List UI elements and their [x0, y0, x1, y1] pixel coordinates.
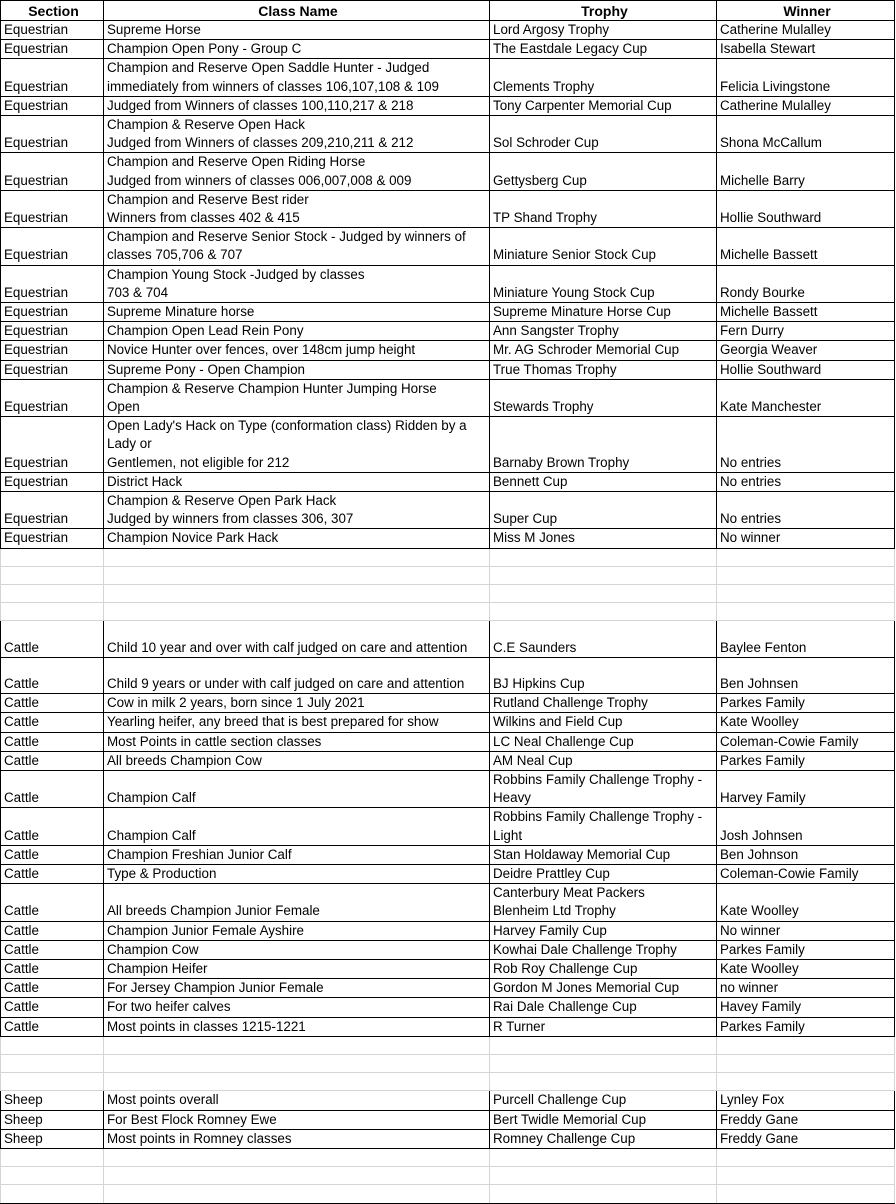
- class-name-cell[interactable]: Champion & Reserve Champion Hunter Jumping Horse Open: [104, 379, 490, 416]
- winner-cell[interactable]: Michelle Bassett: [717, 303, 895, 322]
- table-row: [1, 1017, 895, 1036]
- winner-cell[interactable]: Baylee Fenton: [717, 621, 895, 657]
- winner-cell[interactable]: Freddy Gane: [717, 1129, 895, 1148]
- winner-cell[interactable]: Shona McCallum: [717, 116, 895, 153]
- section-cell[interactable]: Equestrian: [1, 59, 104, 96]
- trophy-cell[interactable]: TP Shand Trophy: [490, 190, 717, 227]
- class-name-cell[interactable]: For Jersey Champion Junior Female: [104, 979, 490, 998]
- trophy-cell[interactable]: Miniature Senior Stock Cup: [490, 228, 717, 265]
- empty-cell[interactable]: [490, 566, 717, 584]
- section-cell[interactable]: Cattle: [1, 751, 104, 770]
- class-name-cell[interactable]: Supreme Horse: [104, 21, 490, 40]
- table-row: [1, 1129, 895, 1148]
- winner-cell[interactable]: Kate Manchester: [717, 379, 895, 416]
- empty-cell[interactable]: [490, 1036, 717, 1054]
- table-row: [1, 1110, 895, 1129]
- table-row: [1, 265, 895, 302]
- table-row: [1, 417, 895, 473]
- empty-cell[interactable]: [104, 1036, 490, 1054]
- section-cell[interactable]: Sheep: [1, 1110, 104, 1129]
- winner-cell[interactable]: No entries: [717, 417, 895, 473]
- empty-cell[interactable]: [717, 1036, 895, 1054]
- trophy-cell[interactable]: Stewards Trophy: [490, 379, 717, 416]
- empty-cell[interactable]: [1, 1055, 104, 1073]
- table-row: [1, 492, 895, 529]
- empty-cell[interactable]: [1, 585, 104, 603]
- trophy-cell[interactable]: Deidre Prattley Cup: [490, 865, 717, 884]
- empty-cell[interactable]: [1, 603, 104, 621]
- empty-cell[interactable]: [490, 1055, 717, 1073]
- section-cell[interactable]: Equestrian: [1, 96, 104, 115]
- table-row: [1, 21, 895, 40]
- class-name-cell[interactable]: Most points in classes 1215-1221: [104, 1017, 490, 1036]
- trophy-cell[interactable]: Barnaby Brown Trophy: [490, 417, 717, 473]
- table-row: [1, 96, 895, 115]
- empty-cell[interactable]: [717, 566, 895, 584]
- winner-cell[interactable]: Hollie Southward: [717, 360, 895, 379]
- class-name-cell[interactable]: Champion Freshian Junior Calf: [104, 845, 490, 864]
- class-name-cell[interactable]: Type & Production: [104, 865, 490, 884]
- class-name-cell[interactable]: Champion Heifer: [104, 960, 490, 979]
- empty-cell[interactable]: [490, 603, 717, 621]
- table-row: [1, 940, 895, 959]
- empty-row: [1, 1167, 895, 1185]
- trophy-cell[interactable]: Purcell Challenge Cup: [490, 1091, 717, 1110]
- trophy-cell[interactable]: Robbins Family Challenge Trophy - Heavy: [490, 771, 717, 808]
- trophy-cell[interactable]: Super Cup: [490, 492, 717, 529]
- class-name-cell[interactable]: Open Lady's Hack on Type (conformation class) Ridden by a Lady or Gentlemen, not eligible for 212: [104, 417, 490, 473]
- class-name-cell[interactable]: District Hack: [104, 472, 490, 491]
- empty-cell[interactable]: [490, 548, 717, 566]
- table-row: [1, 190, 895, 227]
- winner-cell[interactable]: Kate Woolley: [717, 884, 895, 921]
- winner-cell[interactable]: No entries: [717, 492, 895, 529]
- class-name-cell[interactable]: Champion & Reserve Open Park Hack Judged by winners from classes 306, 307: [104, 492, 490, 529]
- table-row: [1, 116, 895, 153]
- table-row: [1, 360, 895, 379]
- header-winner[interactable]: Winner: [717, 1, 895, 21]
- class-name-cell[interactable]: All breeds Champion Cow: [104, 751, 490, 770]
- class-name-cell[interactable]: Cow in milk 2 years, born since 1 July 2021: [104, 694, 490, 713]
- class-name-cell[interactable]: Champion & Reserve Open Hack Judged from Winners of classes 209,210,211 & 212: [104, 116, 490, 153]
- table-row: [1, 322, 895, 341]
- winner-cell[interactable]: No winner: [717, 921, 895, 940]
- empty-row: [1, 1055, 895, 1073]
- trophy-cell[interactable]: Rai Dale Challenge Cup: [490, 998, 717, 1017]
- table-row: [1, 979, 895, 998]
- winner-cell[interactable]: Kate Woolley: [717, 713, 895, 732]
- empty-cell[interactable]: [1, 1185, 104, 1203]
- section-cell[interactable]: Equestrian: [1, 529, 104, 548]
- winner-cell[interactable]: Rondy Bourke: [717, 265, 895, 302]
- trophy-cell[interactable]: Rob Roy Challenge Cup: [490, 960, 717, 979]
- winner-cell[interactable]: Parkes Family: [717, 940, 895, 959]
- empty-cell[interactable]: [104, 1055, 490, 1073]
- winner-cell[interactable]: Lynley Fox: [717, 1091, 895, 1110]
- trophy-cell[interactable]: Robbins Family Challenge Trophy - Light: [490, 808, 717, 845]
- table-row: [1, 657, 895, 693]
- section-cell[interactable]: Sheep: [1, 1129, 104, 1148]
- empty-row: [1, 603, 895, 621]
- empty-cell[interactable]: [717, 585, 895, 603]
- winner-cell[interactable]: Parkes Family: [717, 1017, 895, 1036]
- winner-cell[interactable]: Fern Durry: [717, 322, 895, 341]
- class-name-cell[interactable]: Champion and Reserve Open Riding Horse Judged from winners of classes 006,007,008 & 009: [104, 153, 490, 190]
- empty-row: [1, 1149, 895, 1167]
- section-cell[interactable]: Cattle: [1, 865, 104, 884]
- section-cell[interactable]: Cattle: [1, 808, 104, 845]
- winner-cell[interactable]: No winner: [717, 529, 895, 548]
- trophy-cell[interactable]: Supreme Minature Horse Cup: [490, 303, 717, 322]
- winner-cell[interactable]: Felicia Livingstone: [717, 59, 895, 96]
- winner-cell[interactable]: Kate Woolley: [717, 960, 895, 979]
- table-row: [1, 341, 895, 360]
- section-cell[interactable]: Equestrian: [1, 190, 104, 227]
- trophy-cell[interactable]: Mr. AG Schroder Memorial Cup: [490, 341, 717, 360]
- empty-cell[interactable]: [104, 548, 490, 566]
- table-row: [1, 379, 895, 416]
- section-cell[interactable]: Equestrian: [1, 417, 104, 473]
- section-cell[interactable]: Equestrian: [1, 322, 104, 341]
- class-name-cell[interactable]: Champion Calf: [104, 771, 490, 808]
- class-name-cell[interactable]: Supreme Minature horse: [104, 303, 490, 322]
- trophy-cell[interactable]: Gettysberg Cup: [490, 153, 717, 190]
- trophy-cell[interactable]: LC Neal Challenge Cup: [490, 732, 717, 751]
- section-cell[interactable]: Cattle: [1, 732, 104, 751]
- table-row: [1, 529, 895, 548]
- empty-cell[interactable]: [1, 1149, 104, 1167]
- empty-row: [1, 566, 895, 584]
- class-name-cell[interactable]: Champion Cow: [104, 940, 490, 959]
- winner-cell[interactable]: Coleman-Cowie Family: [717, 865, 895, 884]
- section-cell[interactable]: Cattle: [1, 657, 104, 693]
- section-cell[interactable]: Equestrian: [1, 228, 104, 265]
- empty-cell[interactable]: [1, 1073, 104, 1091]
- winner-cell[interactable]: Ben Johnson: [717, 845, 895, 864]
- trophy-cell[interactable]: Romney Challenge Cup: [490, 1129, 717, 1148]
- trophy-cell[interactable]: Miss M Jones: [490, 529, 717, 548]
- header-class-name[interactable]: Class Name: [104, 1, 490, 21]
- winner-cell[interactable]: Freddy Gane: [717, 1110, 895, 1129]
- section-cell[interactable]: Equestrian: [1, 303, 104, 322]
- winner-cell[interactable]: No entries: [717, 472, 895, 491]
- class-name-cell[interactable]: Champion and Reserve Best rider Winners from classes 402 & 415: [104, 190, 490, 227]
- trophy-cell[interactable]: Miniature Young Stock Cup: [490, 265, 717, 302]
- empty-cell[interactable]: [104, 585, 490, 603]
- section-cell[interactable]: Cattle: [1, 621, 104, 657]
- section-cell[interactable]: Equestrian: [1, 40, 104, 59]
- class-name-cell[interactable]: Yearling heifer, any breed that is best prepared for show: [104, 713, 490, 732]
- empty-cell[interactable]: [717, 1149, 895, 1167]
- trophy-cell[interactable]: Clements Trophy: [490, 59, 717, 96]
- empty-row: [1, 1036, 895, 1054]
- empty-cell[interactable]: [490, 1149, 717, 1167]
- section-cell[interactable]: Equestrian: [1, 153, 104, 190]
- table-row: [1, 694, 895, 713]
- empty-cell[interactable]: [717, 1167, 895, 1185]
- empty-cell[interactable]: [490, 585, 717, 603]
- trophy-cell[interactable]: Rutland Challenge Trophy: [490, 694, 717, 713]
- empty-cell[interactable]: [104, 566, 490, 584]
- trophy-cell[interactable]: The Eastdale Legacy Cup: [490, 40, 717, 59]
- trophy-cell[interactable]: Ann Sangster Trophy: [490, 322, 717, 341]
- trophy-cell[interactable]: Stan Holdaway Memorial Cup: [490, 845, 717, 864]
- section-cell[interactable]: Cattle: [1, 694, 104, 713]
- class-name-cell[interactable]: All breeds Champion Junior Female: [104, 884, 490, 921]
- empty-row: [1, 585, 895, 603]
- trophy-cell[interactable]: Canterbury Meat Packers Blenheim Ltd Trophy: [490, 884, 717, 921]
- section-cell[interactable]: Sheep: [1, 1091, 104, 1110]
- trophy-cell[interactable]: Tony Carpenter Memorial Cup: [490, 96, 717, 115]
- empty-row: [1, 1185, 895, 1203]
- winner-cell[interactable]: Michelle Bassett: [717, 228, 895, 265]
- section-cell[interactable]: Equestrian: [1, 360, 104, 379]
- class-name-cell[interactable]: Supreme Pony - Open Champion: [104, 360, 490, 379]
- section-cell[interactable]: Cattle: [1, 998, 104, 1017]
- winner-cell[interactable]: Havey Family: [717, 998, 895, 1017]
- section-cell[interactable]: Cattle: [1, 940, 104, 959]
- table-row: [1, 153, 895, 190]
- empty-cell[interactable]: [104, 1149, 490, 1167]
- trophy-cell[interactable]: C.E Saunders: [490, 621, 717, 657]
- table-row: [1, 884, 895, 921]
- table-row: [1, 771, 895, 808]
- section-cell[interactable]: Equestrian: [1, 265, 104, 302]
- trophy-cell[interactable]: True Thomas Trophy: [490, 360, 717, 379]
- winner-cell[interactable]: Josh Johnsen: [717, 808, 895, 845]
- class-name-cell[interactable]: Champion Calf: [104, 808, 490, 845]
- empty-cell[interactable]: [1, 548, 104, 566]
- section-cell[interactable]: Cattle: [1, 921, 104, 940]
- class-name-cell[interactable]: Most Points in cattle section classes: [104, 732, 490, 751]
- section-cell[interactable]: Cattle: [1, 1017, 104, 1036]
- winner-cell[interactable]: Catherine Mulalley: [717, 21, 895, 40]
- trophy-cell[interactable]: BJ Hipkins Cup: [490, 657, 717, 693]
- trophy-cell[interactable]: Bennett Cup: [490, 472, 717, 491]
- section-cell[interactable]: Equestrian: [1, 472, 104, 491]
- empty-cell[interactable]: [717, 1055, 895, 1073]
- table-row: [1, 865, 895, 884]
- empty-cell[interactable]: [490, 1167, 717, 1185]
- class-name-cell[interactable]: Champion Junior Female Ayshire: [104, 921, 490, 940]
- empty-cell[interactable]: [1, 566, 104, 584]
- winner-cell[interactable]: Harvey Family: [717, 771, 895, 808]
- trophy-cell[interactable]: Lord Argosy Trophy: [490, 21, 717, 40]
- table-row: [1, 40, 895, 59]
- empty-cell[interactable]: [1, 1167, 104, 1185]
- empty-cell[interactable]: [490, 1185, 717, 1203]
- table-row: [1, 732, 895, 751]
- header-section[interactable]: Section: [1, 1, 104, 21]
- section-cell[interactable]: Equestrian: [1, 492, 104, 529]
- empty-cell[interactable]: [104, 1185, 490, 1203]
- empty-row: [1, 1073, 895, 1091]
- empty-cell[interactable]: [717, 1073, 895, 1091]
- empty-cell[interactable]: [717, 1185, 895, 1203]
- trophy-cell[interactable]: Bert Twidle Memorial Cup: [490, 1110, 717, 1129]
- class-name-cell[interactable]: Most points in Romney classes: [104, 1129, 490, 1148]
- empty-cell[interactable]: [104, 1073, 490, 1091]
- header-trophy[interactable]: Trophy: [490, 1, 717, 21]
- winner-cell[interactable]: Isabella Stewart: [717, 40, 895, 59]
- class-name-cell[interactable]: For Best Flock Romney Ewe: [104, 1110, 490, 1129]
- empty-cell[interactable]: [104, 1167, 490, 1185]
- trophy-cell[interactable]: Gordon M Jones Memorial Cup: [490, 979, 717, 998]
- section-cell[interactable]: Equestrian: [1, 21, 104, 40]
- table-row: [1, 59, 895, 96]
- table-row: [1, 845, 895, 864]
- section-cell[interactable]: Equestrian: [1, 379, 104, 416]
- section-cell[interactable]: Cattle: [1, 960, 104, 979]
- table-row: [1, 808, 895, 845]
- table-row: [1, 472, 895, 491]
- class-name-cell[interactable]: Champion and Reserve Senior Stock - Judged by winners of classes 705,706 & 707: [104, 228, 490, 265]
- empty-row: [1, 548, 895, 566]
- empty-cell[interactable]: [717, 603, 895, 621]
- winner-cell[interactable]: Catherine Mulalley: [717, 96, 895, 115]
- class-name-cell[interactable]: Judged from Winners of classes 100,110,217 & 218: [104, 96, 490, 115]
- trophy-cell[interactable]: R Turner: [490, 1017, 717, 1036]
- table-row: [1, 921, 895, 940]
- trophy-cell[interactable]: Kowhai Dale Challenge Trophy: [490, 940, 717, 959]
- trophy-cell[interactable]: Sol Schroder Cup: [490, 116, 717, 153]
- table-row: [1, 751, 895, 770]
- section-cell[interactable]: Cattle: [1, 713, 104, 732]
- winner-cell[interactable]: Coleman-Cowie Family: [717, 732, 895, 751]
- winner-cell[interactable]: Michelle Barry: [717, 153, 895, 190]
- section-cell[interactable]: Equestrian: [1, 116, 104, 153]
- winner-cell[interactable]: Parkes Family: [717, 751, 895, 770]
- winner-cell[interactable]: Ben Johnsen: [717, 657, 895, 693]
- winner-cell[interactable]: Hollie Southward: [717, 190, 895, 227]
- class-name-cell[interactable]: Child 10 year and over with calf judged on care and attention: [104, 621, 490, 657]
- winner-cell[interactable]: no winner: [717, 979, 895, 998]
- section-cell[interactable]: Cattle: [1, 884, 104, 921]
- trophy-cell[interactable]: Harvey Family Cup: [490, 921, 717, 940]
- trophy-cell[interactable]: AM Neal Cup: [490, 751, 717, 770]
- empty-cell[interactable]: [1, 1036, 104, 1054]
- winner-cell[interactable]: Georgia Weaver: [717, 341, 895, 360]
- section-cell[interactable]: Cattle: [1, 845, 104, 864]
- empty-cell[interactable]: [104, 603, 490, 621]
- header-row: [1, 1, 895, 21]
- section-cell[interactable]: Cattle: [1, 979, 104, 998]
- class-name-cell[interactable]: Champion Novice Park Hack: [104, 529, 490, 548]
- trophy-cell[interactable]: Wilkins and Field Cup: [490, 713, 717, 732]
- table-row: [1, 960, 895, 979]
- section-cell[interactable]: Cattle: [1, 771, 104, 808]
- class-name-cell[interactable]: Novice Hunter over fences, over 148cm jump height: [104, 341, 490, 360]
- table-row: [1, 1091, 895, 1110]
- class-name-cell[interactable]: Champion and Reserve Open Saddle Hunter - Judged immediately from winners of classes 106,107,108 & 109: [104, 59, 490, 96]
- table-row: [1, 621, 895, 657]
- class-name-cell[interactable]: For two heifer calves: [104, 998, 490, 1017]
- table-body: [1, 21, 895, 1204]
- class-name-cell[interactable]: Champion Open Lead Rein Pony: [104, 322, 490, 341]
- class-name-cell[interactable]: Child 9 years or under with calf judged on care and attention: [104, 657, 490, 693]
- table-row: [1, 713, 895, 732]
- class-name-cell[interactable]: Most points overall: [104, 1091, 490, 1110]
- table-row: [1, 303, 895, 322]
- table-row: [1, 998, 895, 1017]
- empty-cell[interactable]: [490, 1073, 717, 1091]
- class-name-cell[interactable]: Champion Young Stock -Judged by classes 703 & 704: [104, 265, 490, 302]
- empty-cell[interactable]: [717, 548, 895, 566]
- winner-cell[interactable]: Parkes Family: [717, 694, 895, 713]
- table-row: [1, 228, 895, 265]
- class-name-cell[interactable]: Champion Open Pony - Group C: [104, 40, 490, 59]
- section-cell[interactable]: Equestrian: [1, 341, 104, 360]
